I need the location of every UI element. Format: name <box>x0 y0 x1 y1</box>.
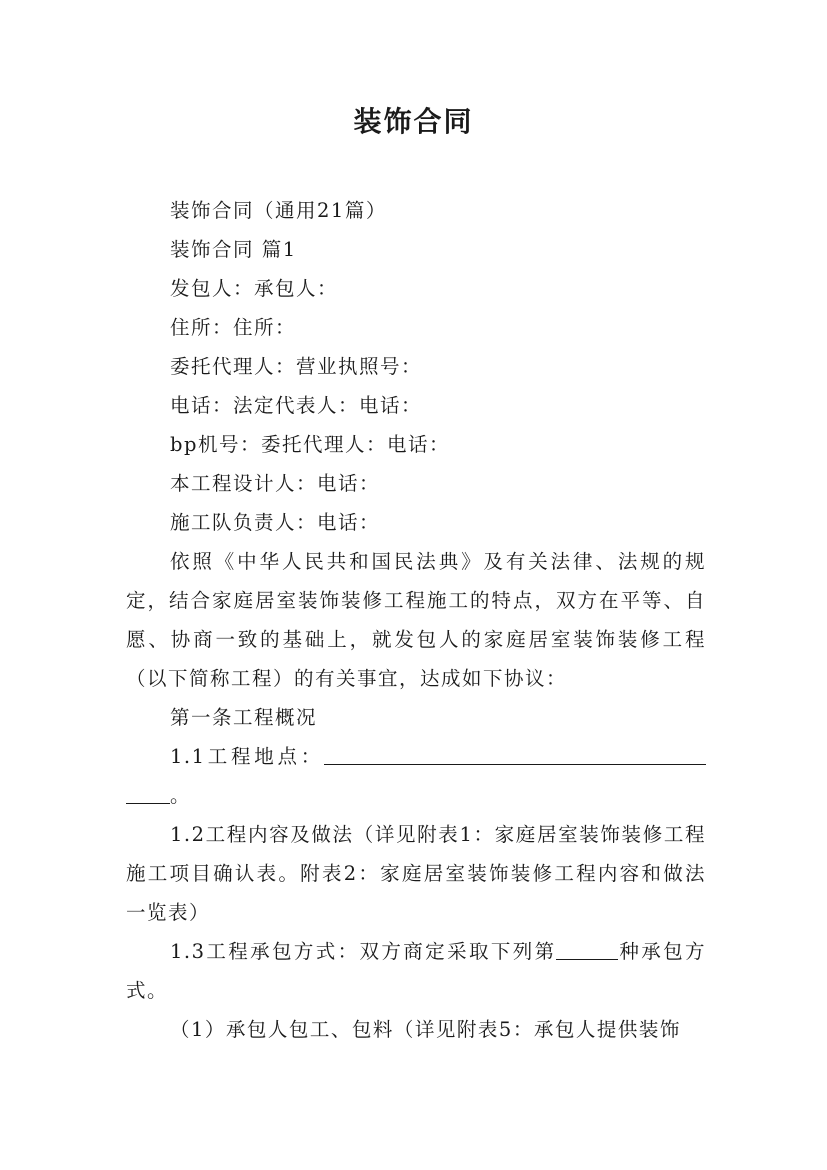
paragraph: 装饰合同（通用21篇） <box>170 199 387 222</box>
paragraph-project-location <box>126 737 706 815</box>
paragraph: 电话：法定代表人：电话： <box>170 394 423 417</box>
paragraph: 装饰合同 篇1 <box>170 238 297 261</box>
paragraph: 发包人：承包人： <box>170 277 339 300</box>
paragraph: （1）承包人包工、包料（详见附表5：承包人提供装饰 <box>170 1018 681 1041</box>
paragraph: 施工队负责人：电话： <box>170 511 381 534</box>
contract-method-text-b: 种承包方式。 <box>126 940 706 1002</box>
paragraph: 委托代理人：营业执照号： <box>170 355 423 378</box>
fill-in-blank <box>556 937 618 960</box>
sentence-end: 。 <box>170 784 192 807</box>
contract-method-text-a: 1.3工程承包方式：双方商定采取下列第 <box>170 940 557 963</box>
fill-in-blank <box>126 781 170 804</box>
paragraph: 1.2工程内容及做法（详见附表1：家庭居室装饰装修工程施工项目确认表。附表2：家庭居室装饰装修工程内容和做法一览表） <box>126 823 706 924</box>
fill-in-blank <box>324 742 706 765</box>
paragraph: bp机号：委托代理人：电话： <box>170 433 450 456</box>
document-title: 装饰合同 <box>353 105 474 138</box>
paragraph: 本工程设计人：电话： <box>170 472 381 495</box>
section-heading: 第一条工程概况 <box>170 706 318 729</box>
document-body <box>126 191 706 1049</box>
project-location-label: 1.1工程地点： <box>170 745 324 768</box>
paragraph: 依照《中华人民共和国民法典》及有关法律、法规的规定，结合家庭居室装饰装修工程施工的特点，双方在平等、自愿、协商一致的基础上，就发包人的家庭居室装饰装修工程（以下简称工程）的有关事宜，达成如下协议： <box>126 550 706 690</box>
paragraph: 住所：住所： <box>170 316 297 339</box>
paragraph-contract-method <box>126 932 706 1010</box>
